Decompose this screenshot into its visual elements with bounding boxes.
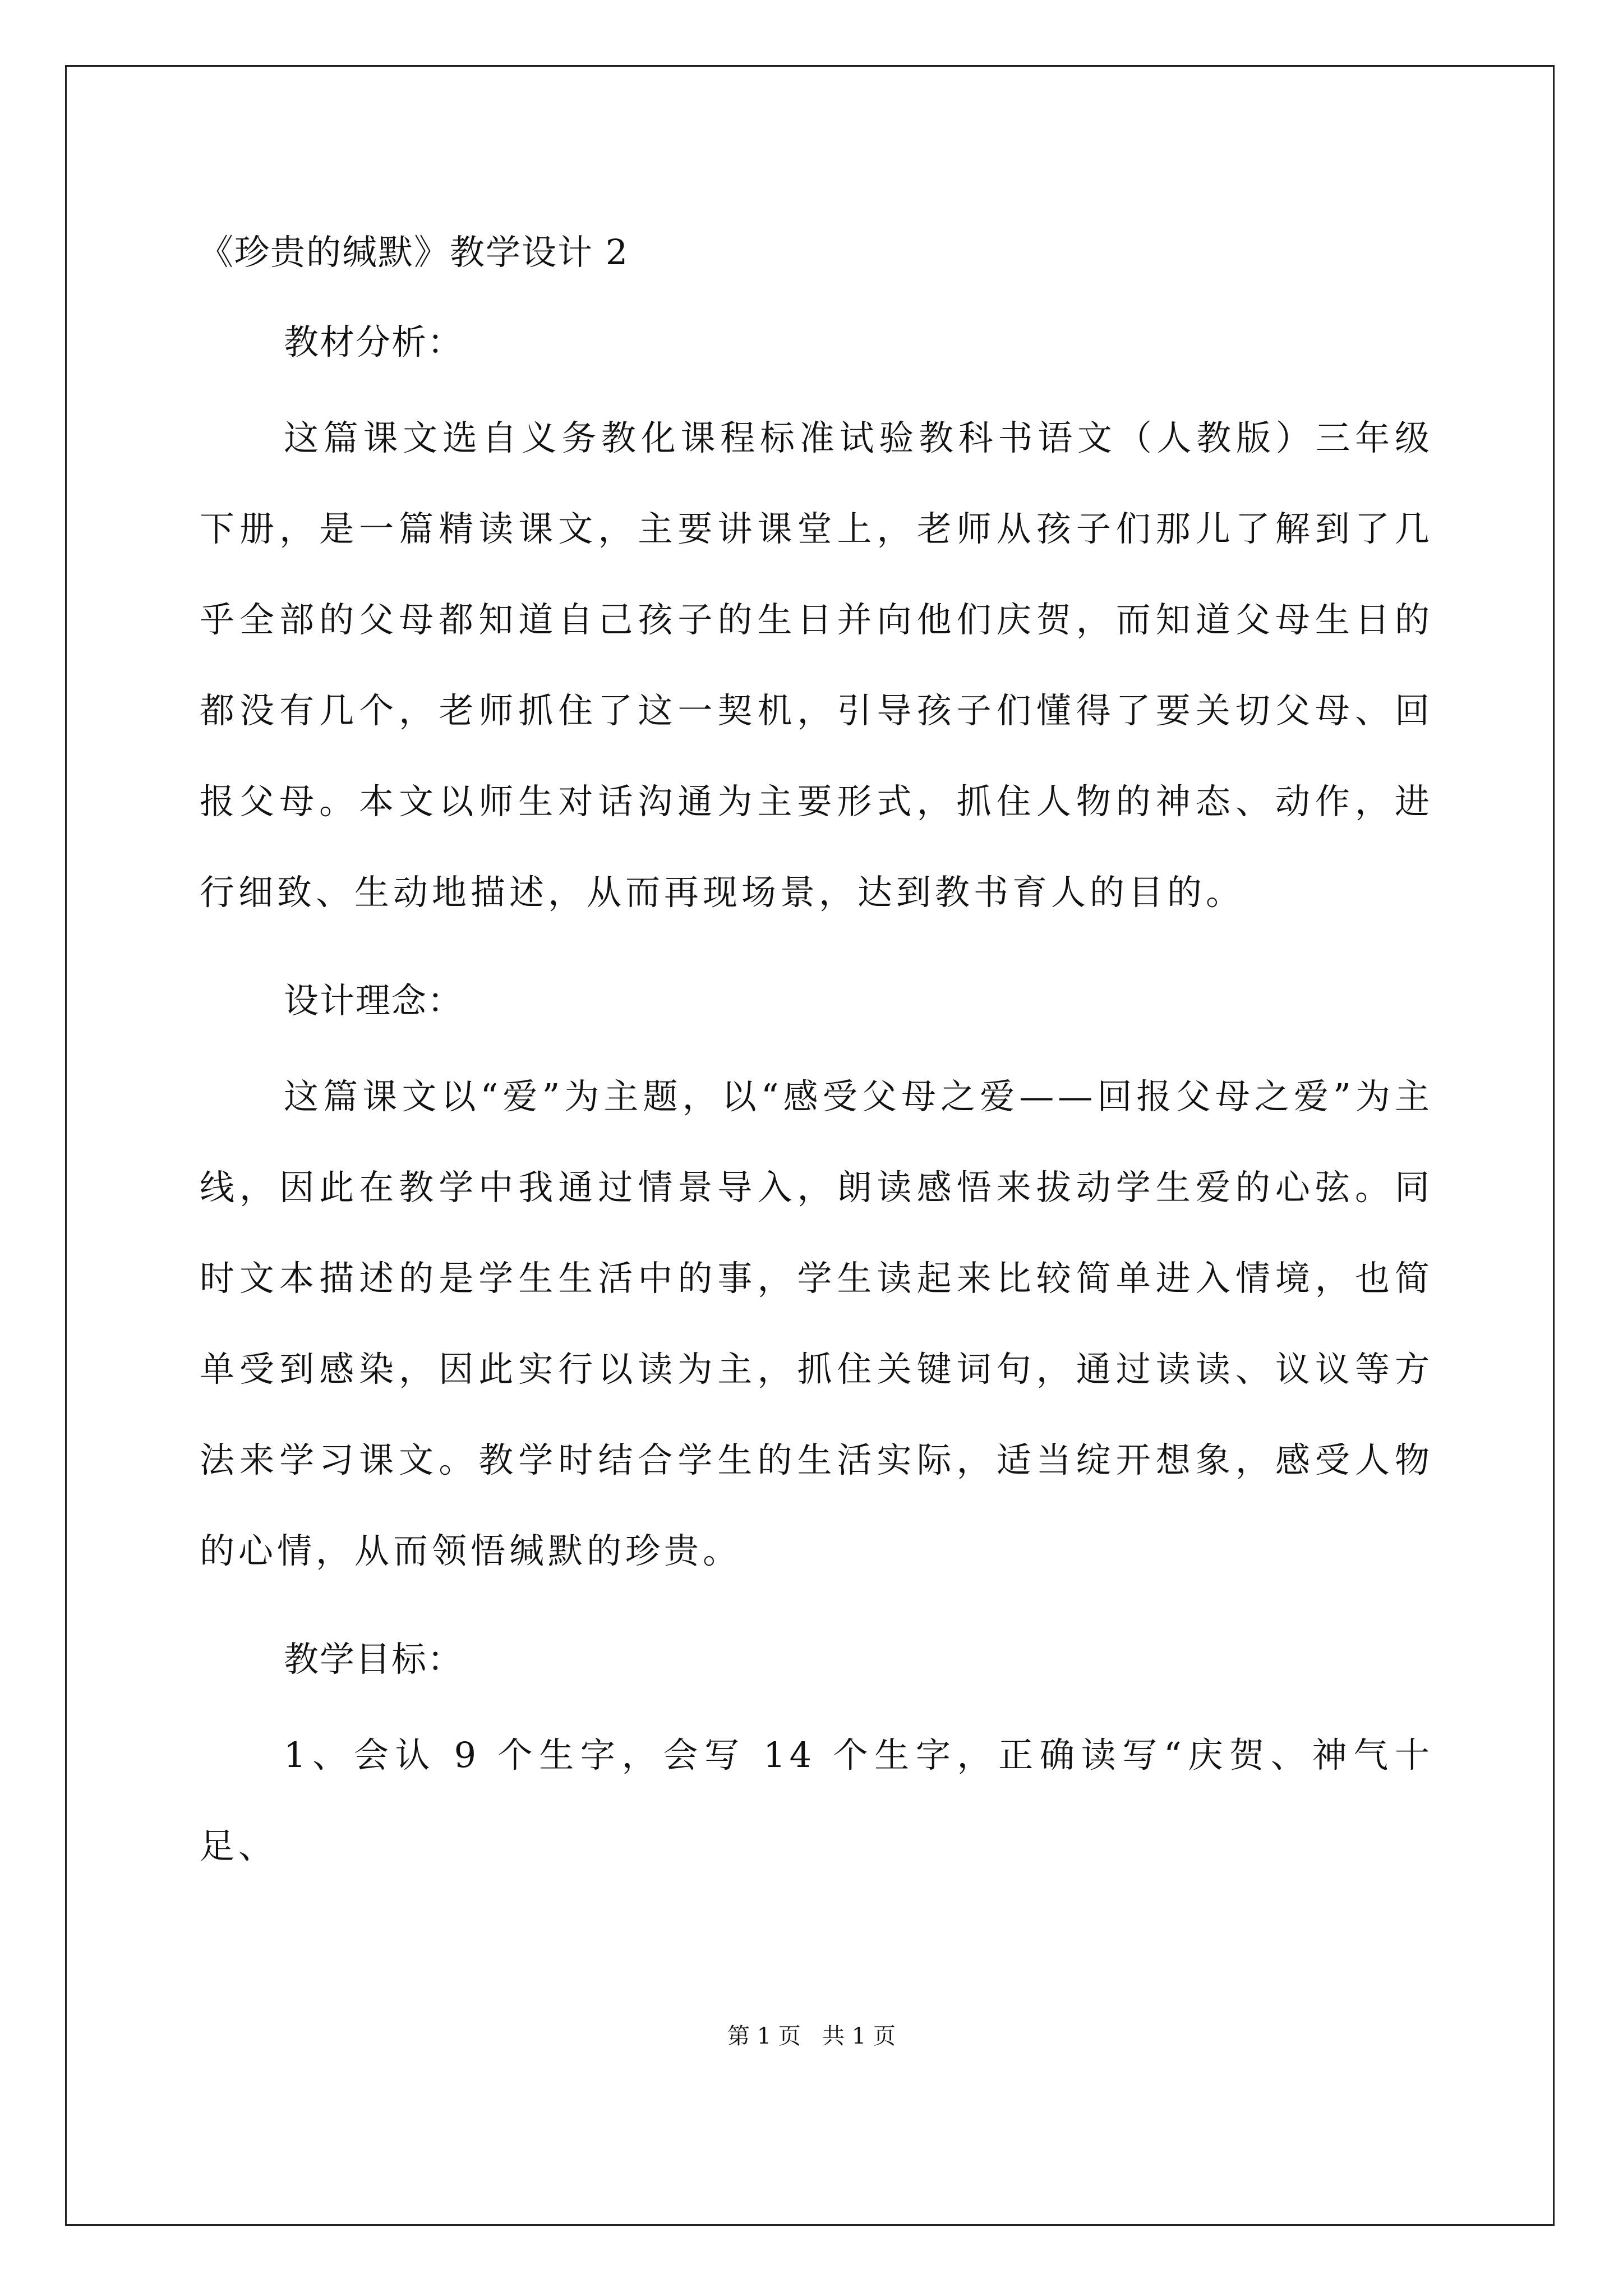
document-body [200, 224, 1433, 1926]
page-number-label: 第 1 页 [727, 2023, 801, 2049]
section-heading-design-concept: 设计理念： [284, 980, 464, 1021]
paragraph-design-concept: 这篇课文以“爱”为主题，以“感受父母之爱——回报父母之爱”为主线，因此在教学中我通过情景导入，朗读感悟来拔动学生爱的心弦。同时文本描述的是学生生活中的事，学生读起来比较简单进入情境，也简单受到感染，因此实行以读为主，抓住关键词句，通过读读、议议等方法来学习课文。教学时结合学生的生活实际，适当绽开想象，感受人物的心情，从而领悟缄默的珍贵。 [200, 1076, 1433, 1571]
paragraph-teaching-goal-1: 1、会认 9 个生字，会写 14 个生字，正确读写“庆贺、神气十足、 [200, 1734, 1433, 1866]
page-total-label: 共 1 页 [822, 2023, 896, 2049]
section-heading-teaching-goals: 教学目标： [284, 1639, 464, 1680]
paragraph-textbook-analysis: 这篇课文选自义务教化课程标准试验教科书语文（人教版）三年级下册，是一篇精读课文，主要讲课堂上，老师从孩子们那儿了解到了几乎全部的父母都知道自己孩子的生日并向他们庆贺，而知道父母生日的都没有几个，老师抓住了这一契机，引导孩子们懂得了要关切父母、回报父母。本文以师生对话沟通为主要形式，抓住人物的神态、动作，进行细致、生动地描述，从而再现场景，达到教书育人的目的。 [200, 417, 1433, 913]
section-heading-textbook-analysis: 教材分析： [284, 321, 464, 362]
page-footer [0, 2022, 1623, 2050]
document-title: 《珍贵的缄默》教学设计 2 [199, 232, 629, 273]
